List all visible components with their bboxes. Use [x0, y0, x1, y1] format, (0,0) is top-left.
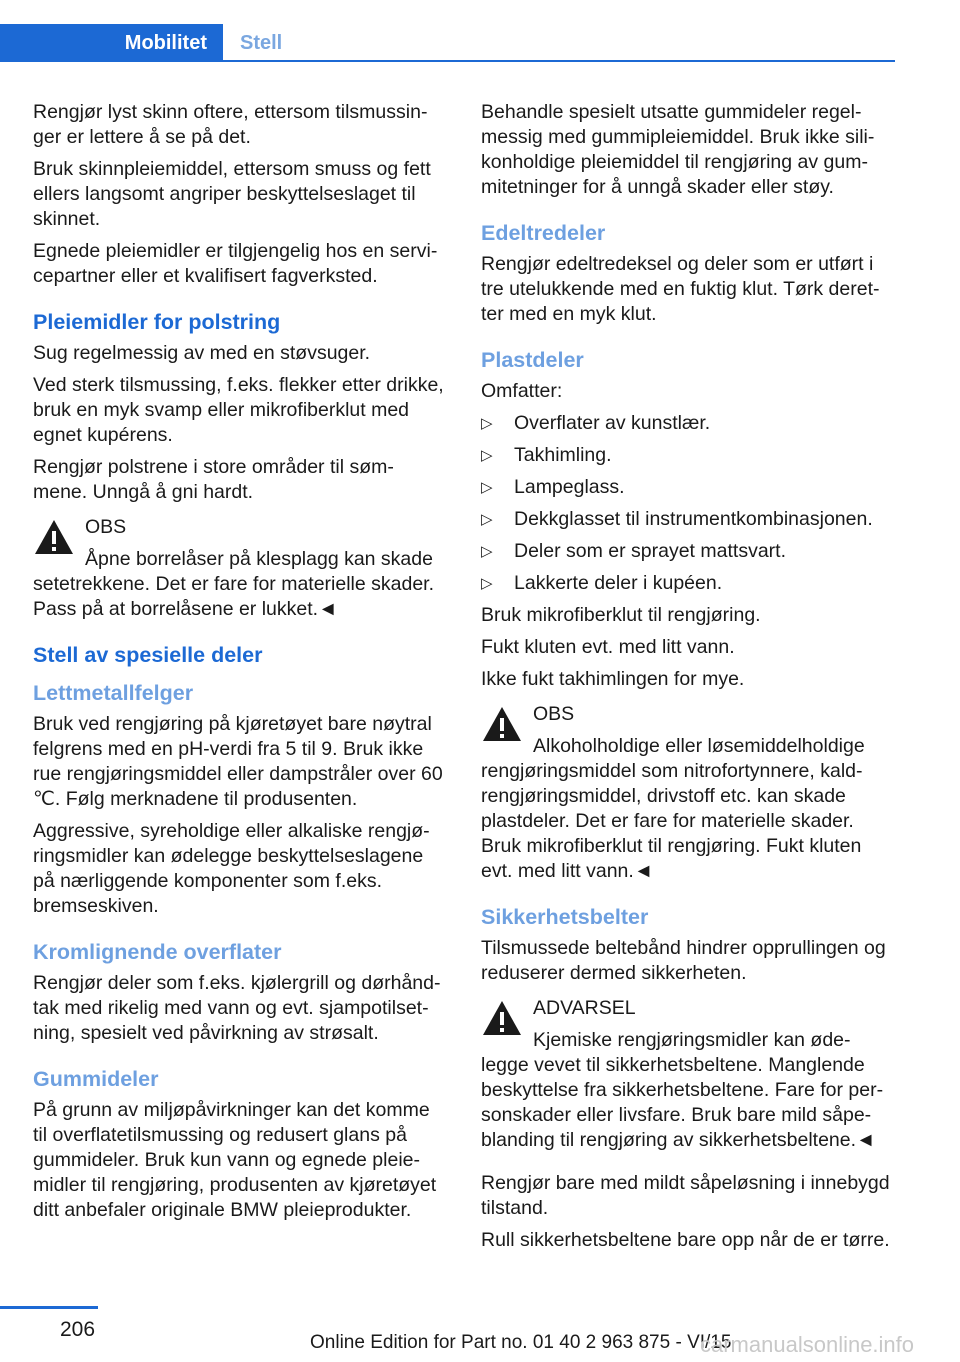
paragraph: Aggressive, syreholdige eller alkaliske rengjø-ringsmidler kan ødelegge beskyttelseslagene på nærliggende komponenter som f.eks. bremseskiven. [33, 820, 430, 917]
edition-footer: Online Edition for Part no. 01 40 2 963 875 - VI/15 [310, 1332, 732, 1353]
bullet-triangle-icon: ▷ [481, 543, 493, 560]
warning-heading: OBS [533, 703, 575, 725]
warning-triangle-icon [33, 517, 75, 557]
paragraph: På grunn av miljøpåvirkninger kan det komme til overflatetilsmussing og redusert glans på gummideler. Bruk kun vann og egnede pleie-midler til rengjøring, produsenten av kjøretøyet ditt anbefaler originale BMW pleieprodukter. [33, 1099, 437, 1221]
warning-notice [33, 515, 448, 622]
list-item-text: Overflater av kunstlær. [514, 412, 711, 434]
warning-text: Alkoholholdige eller løsemiddelholdige rengjøringsmiddel som nitrofortynnere, kald-rengjøringsmiddel, drivstoff etc. kan skade plastdeler. Det er fare for materielle skader. Bruk mikrofiberklut til rengjøring. Fukt kluten evt. med litt vann.◄ [481, 735, 865, 882]
heading-lettmetallfelger: Lettmetallfelger [33, 681, 194, 705]
list-item-text: Deler som er sprayet mattsvart. [514, 540, 786, 562]
heading-stell-spesielle-deler: Stell av spesielle deler [33, 643, 263, 667]
header-tabs [0, 24, 895, 62]
paragraph: Rull sikkerhetsbeltene bare opp når de er tørre. [481, 1229, 890, 1251]
paragraph: Ved sterk tilsmussing, f.eks. flekker etter drikke, bruk en myk svamp eller mikrofiberklut med egnet kupérens. [33, 374, 444, 446]
right-column [481, 100, 897, 1260]
paragraph: Rengjør deler som f.eks. kjølergrill og dørhånd-tak med rikelig med vann og evt. sjampotilset-ning, spesielt ved påvirkning av strøsalt. [33, 972, 441, 1044]
bullet-triangle-icon: ▷ [481, 447, 493, 464]
list-item [481, 507, 897, 532]
bullet-triangle-icon: ▷ [481, 479, 493, 496]
paragraph: Ikke fukt takhimlingen for mye. [481, 668, 745, 690]
paragraph: Rengjør polstrene i store områder til søm-mene. Unngå å gni hardt. [33, 456, 394, 503]
bullet-list [481, 411, 897, 596]
tab-mobilitet[interactable]: Mobilitet [0, 24, 223, 62]
warning-text: Kjemiske rengjøringsmidler kan øde-legge vevet til sikkerhetsbeltene. Manglende beskyttelse fra sikkerhetsbeltene. Fare for per-sonskader eller livsfare. Bruk bare mild såpe-blanding til rengjøring av sikkerhetsbeltene.◄ [481, 1029, 884, 1151]
paragraph: Egnede pleiemidler er tilgjengelig hos en servi-cepartner eller et kvalifisert fagverksted. [33, 240, 438, 287]
paragraph: Bruk mikrofiberklut til rengjøring. [481, 604, 761, 626]
bullet-triangle-icon: ▷ [481, 511, 493, 528]
list-item [481, 475, 897, 500]
list-item-text: Dekkglasset til instrumentkombinasjonen. [514, 508, 873, 530]
heading-edeltredeler: Edeltredeler [481, 221, 606, 245]
list-item-text: Lampeglass. [514, 476, 625, 498]
paragraph: Bruk ved rengjøring på kjøretøyet bare nøytral felgrens med en pH-verdi fra 5 til 9. Bruk ikke rue rengjøringsmiddel eller dampstråler over 60 ℃. Følg merknadene til produsenten. [33, 713, 443, 810]
heading-kromlignende-overflater: Kromlignende overflater [33, 940, 282, 964]
warning-notice [481, 702, 897, 884]
list-item-text: Takhimling. [514, 444, 612, 466]
paragraph: Tilsmussede beltebånd hindrer opprullingen og reduserer dermed sikkerheten. [481, 937, 886, 984]
watermark: carmanualsonline.info [700, 1332, 915, 1357]
warning-heading: OBS [85, 516, 127, 538]
tab-stell[interactable]: Stell [240, 32, 283, 54]
warning-text: Åpne borrelåser på klesplagg kan skade setetrekkene. Det er fare for materielle skader. Pass på at borrelåsene er lukket.◄ [33, 548, 435, 620]
warning-heading: ADVARSEL [533, 997, 636, 1019]
list-item [481, 571, 897, 596]
left-column [33, 100, 448, 1230]
heading-pleiemidler-polstring: Pleiemidler for polstring [33, 310, 281, 334]
bullet-triangle-icon: ▷ [481, 575, 493, 592]
list-item-text: Lakkerte deler i kupéen. [514, 572, 723, 594]
heading-sikkerhetsbelter: Sikkerhetsbelter [481, 905, 649, 929]
paragraph: Sug regelmessig av med en støvsuger. [33, 342, 371, 364]
warning-triangle-icon [481, 704, 523, 744]
paragraph: Fukt kluten evt. med litt vann. [481, 636, 735, 658]
paragraph: Behandle spesielt utsatte gummideler regel-messig med gummipleiemiddel. Bruk ikke sili-konholdige pleiemiddel til rengjøring av gum-mitetninger for å unngå skader eller støy. [481, 101, 875, 198]
heading-plastdeler: Plastdeler [481, 348, 584, 372]
list-item [481, 539, 897, 564]
warning-notice [481, 996, 897, 1153]
paragraph: Rengjør edeltredeksel og deler som er utført i tre utelukkende med en fuktig klut. Tørk deret-ter med en myk klut. [481, 253, 880, 325]
list-item [481, 443, 897, 468]
paragraph: Bruk skinnpleiemiddel, ettersom smuss og fett ellers langsomt angriper beskyttelseslaget til skinnet. [33, 158, 431, 230]
paragraph: Rengjør bare med mildt såpeløsning i innebygd tilstand. [481, 1172, 890, 1219]
paragraph: Omfatter: [481, 380, 563, 402]
paragraph: Rengjør lyst skinn oftere, ettersom tilsmussin-ger er lettere å se på det. [33, 101, 428, 148]
page-number: 206 [60, 1318, 96, 1341]
warning-triangle-icon [481, 998, 523, 1038]
heading-gummideler: Gummideler [33, 1067, 159, 1091]
tab-underline [223, 60, 895, 62]
footer-accent-line [0, 1306, 98, 1309]
list-item [481, 411, 897, 436]
bullet-triangle-icon: ▷ [481, 415, 493, 432]
